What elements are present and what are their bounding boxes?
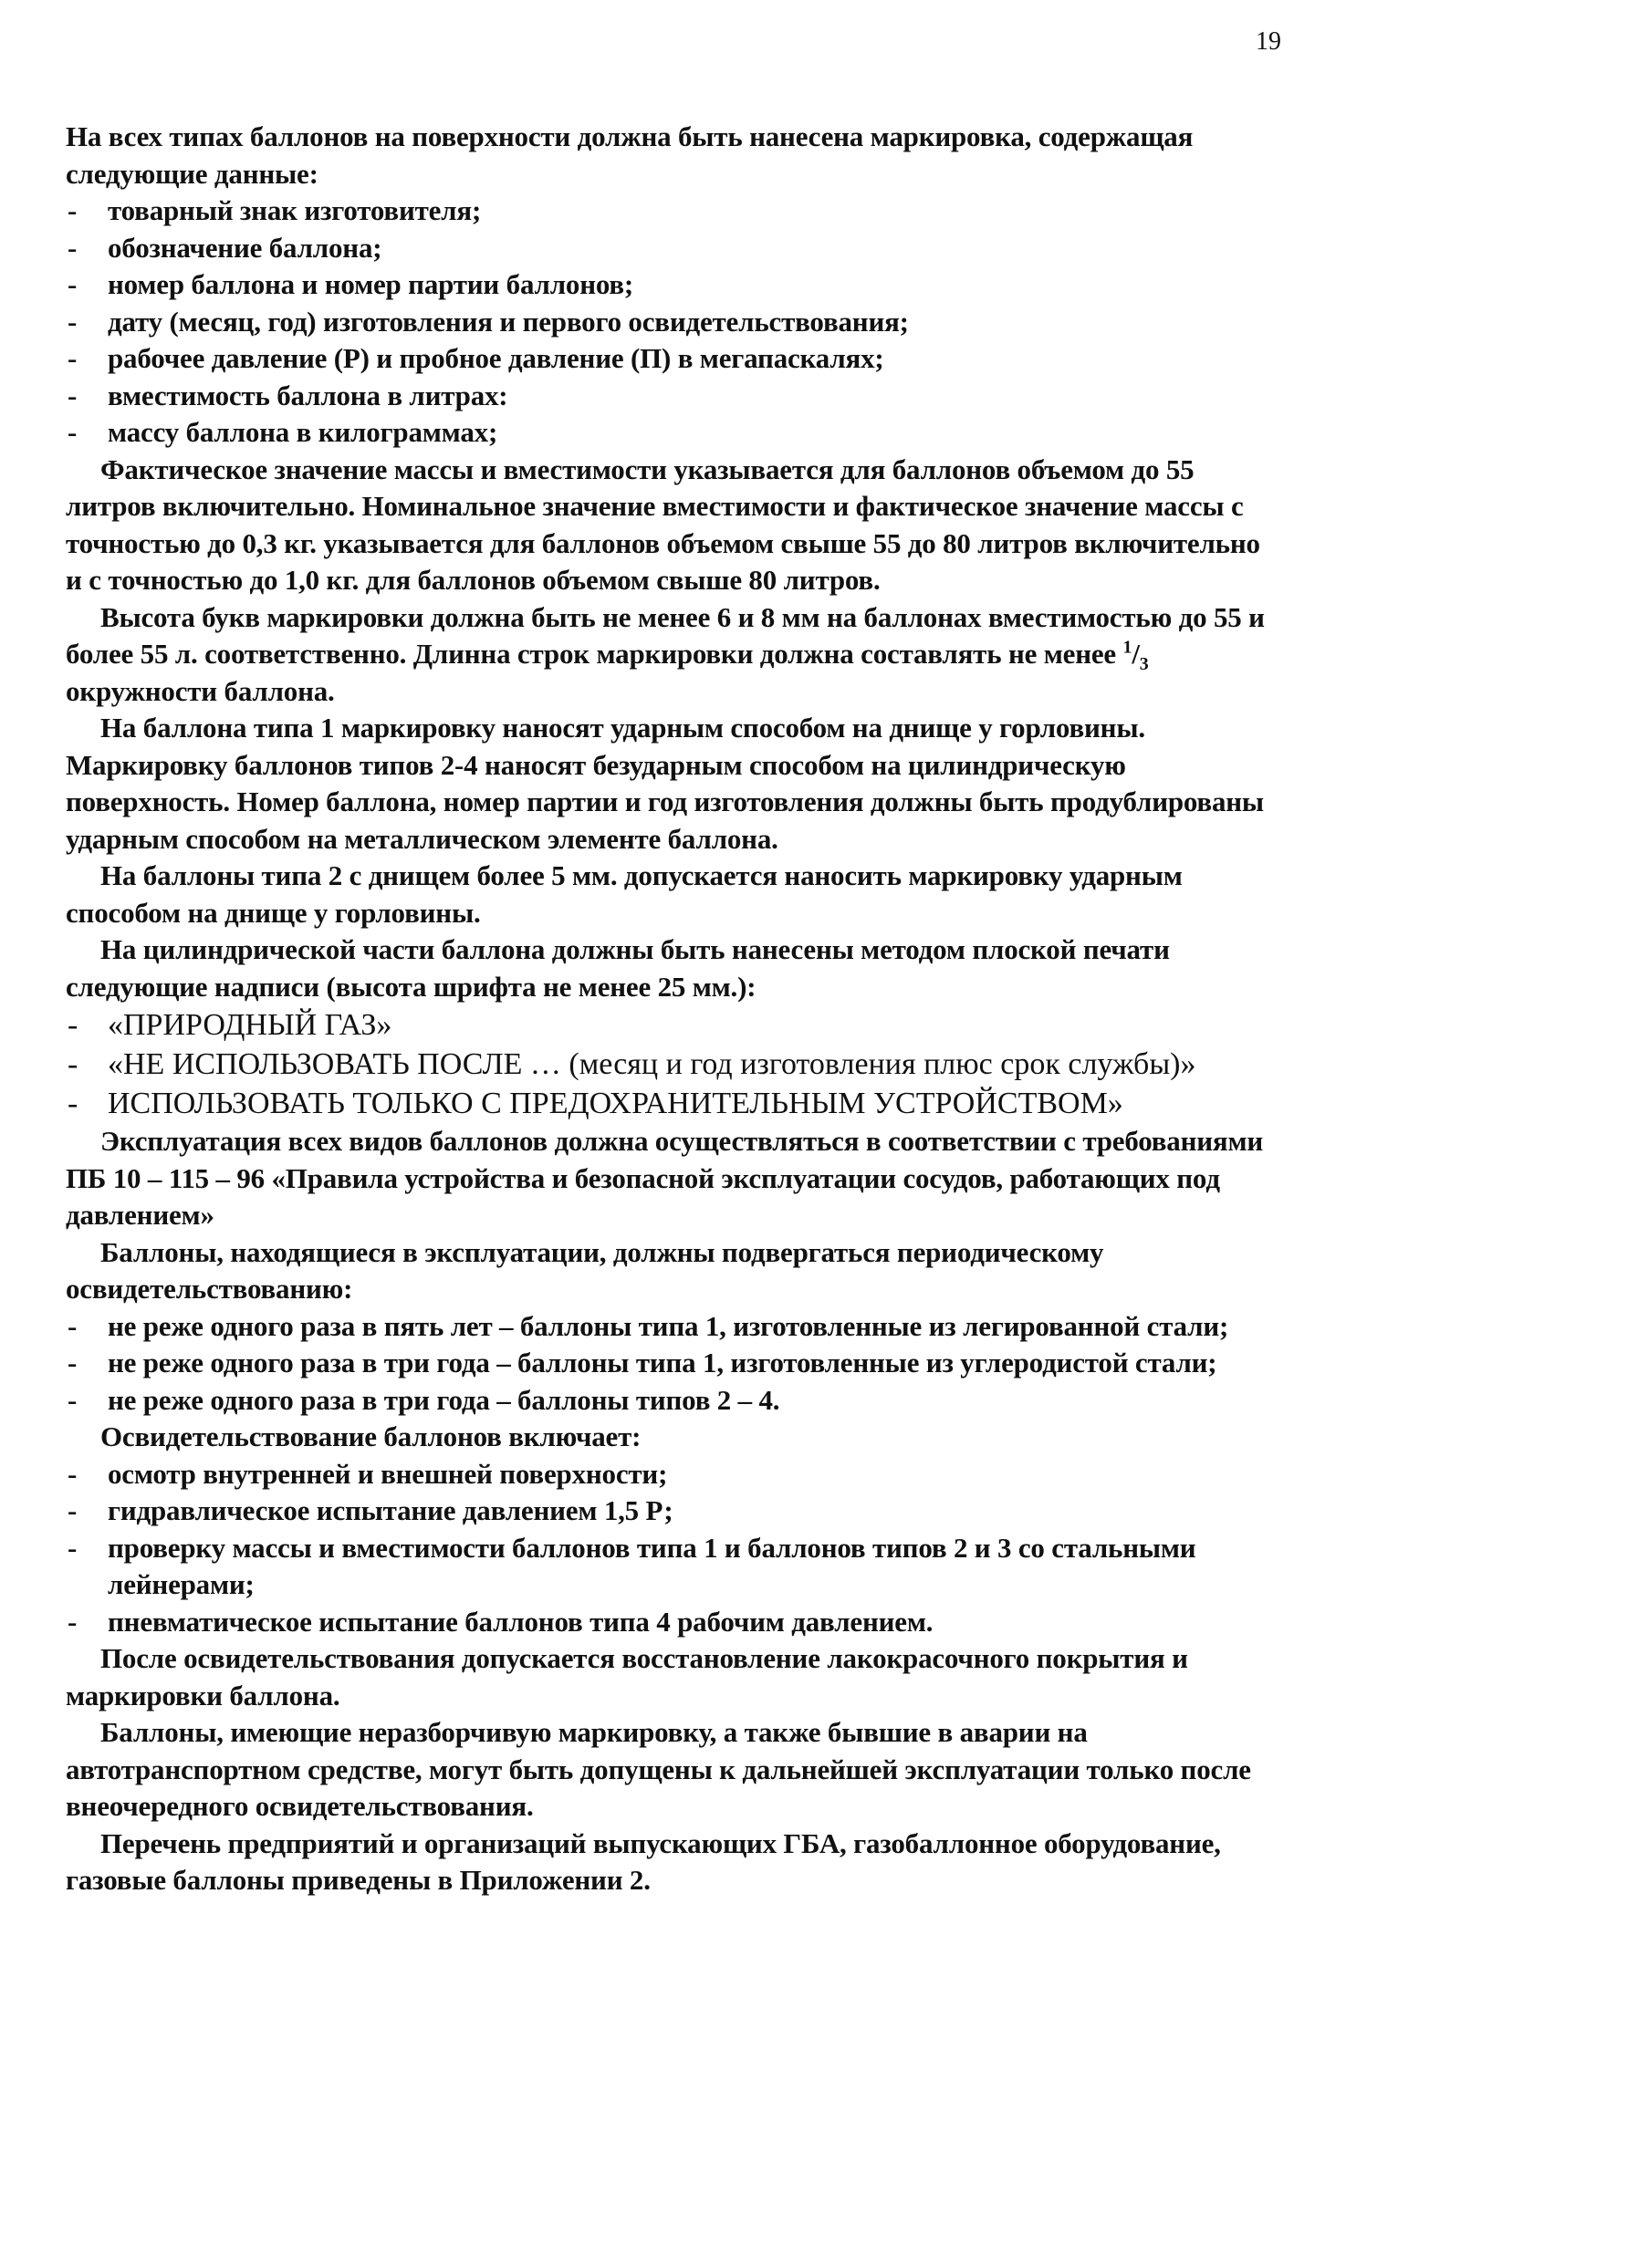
inspection-paragraph: Баллоны, находящиеся в эксплуатации, должны подвергаться периодическому освидетельствованию:	[66, 1235, 1104, 1305]
type1-marking-paragraph: На баллона типа 1 маркировку наносят ударным способом на днище у горловины. Маркировку баллонов типов 2-4 наносят безударным способом на цилиндрическую поверхность. Номер баллона, номер партии и год изготовления должны быть продублированы ударным способом на металлическом элементе баллона.	[66, 712, 1264, 855]
marking-list	[66, 192, 1279, 452]
marking-list-item: - товарный знак изготовителя;	[68, 194, 482, 226]
restoration-paragraph: После освидетельствования допускается восстановление лакокрасочного покрытия и маркировки баллона.	[66, 1642, 1188, 1711]
fraction-denominator: 3	[1139, 654, 1149, 675]
includes-list-item: - пневматическое испытание баллонов типа 4 рабочим давлением.	[68, 1605, 934, 1638]
marking-list-item: - дату (месяц, год) изготовления и первого освидетельствования;	[68, 305, 909, 338]
marking-list-item: - обозначение баллона;	[68, 231, 382, 264]
page-number: 19	[1256, 27, 1281, 56]
marking-list-item: - номер баллона и номер партии баллонов;	[68, 268, 634, 300]
mass-paragraph: Фактическое значение массы и вместимости указывается для баллонов объемом до 55 литров включительно. Номинальное значение вместимости и фактическое значение массы с точностью до 0,3 кг. указывается для баллонов объемом свыше 55 до 80 литров включительно и с точностью до 1,0 кг. для баллонов объемом свыше 80 литров.	[66, 453, 1260, 596]
operation-paragraph: Эксплуатация всех видов баллонов должна осуществляться в соответствии с требованиями ПБ 10 – 115 – 96 «Правила устройства и безопасной эксплуатации сосудов, работающих под давлением»	[66, 1125, 1264, 1231]
fraction-numerator: 1	[1122, 637, 1132, 658]
inspection-list-item: - не реже одного раза в пять лет – баллоны типа 1, изготовленные из легированной стали;	[68, 1309, 1229, 1342]
marking-list-item: - вместимость баллона в литрах:	[68, 379, 508, 411]
includes-list-item: - осмотр внутренней и внешней поверхности;	[68, 1457, 668, 1490]
inscription-item: - ИСПОЛЬЗОВАТЬ ТОЛЬКО С ПРЕДОХРАНИТЕЛЬНЫМ УСТРОЙСТВОМ»	[68, 1087, 1123, 1120]
inscription-item: - «НЕ ИСПОЛЬЗОВАТЬ ПОСЛЕ … (месяц и год изготовления плюс срок службы)»	[68, 1047, 1196, 1081]
inscriptions-list	[66, 1005, 1279, 1123]
appendix-reference-paragraph: Перечень предприятий и организаций выпускающих ГБА, газобаллонное оборудование, газовые баллоны приведены в Приложении 2.	[66, 1826, 1221, 1896]
letter-height-paragraph: Высота букв маркировки должна быть не менее 6 и 8 мм на баллонах вместимостью до 55 и более 55 л. соответственно. Длинна строк маркировки должна составлять не менее $^1/_3$ окружности баллона.	[66, 600, 1265, 707]
includes-list	[66, 1456, 1279, 1641]
includes-list-item: - гидравлическое испытание давлением 1,5 Р;	[68, 1494, 673, 1526]
cylindrical-inscriptions-paragraph: На цилиндрической части баллона должны быть нанесены методом плоской печати следующие надписи (высота шрифта не менее 25 мм.):	[66, 933, 1170, 1003]
inspection-list-item: - не реже одного раза в три года – баллоны типов 2 – 4.	[68, 1383, 780, 1416]
marking-list-item: - массу баллона в килограммах;	[68, 416, 498, 448]
inscription-item: - «ПРИРОДНЫЙ ГАЗ»	[68, 1008, 392, 1042]
page-content	[66, 119, 1279, 1899]
includes-list-item: - проверку массы и вместимости баллонов типа 1 и баллонов типов 2 и 3 со стальными лейнерами;	[68, 1531, 1196, 1600]
inspection-list	[66, 1308, 1279, 1420]
inspection-includes-paragraph: Освидетельствование баллонов включает:	[100, 1420, 642, 1452]
inspection-list-item: - не реже одного раза в три года – баллоны типа 1, изготовленные из углеродистой стали;	[68, 1347, 1217, 1378]
type2-marking-paragraph: На баллоны типа 2 с днищем более 5 мм. допускается наносить маркировку ударным способом на днище у горловины.	[66, 859, 1183, 929]
illegible-marking-paragraph: Баллоны, имеющие неразборчивую маркировку, а также бывшие в аварии на автотранспортном средстве, могут быть допущены к дальнейшей эксплуатации только после внеочередного освидетельствования.	[66, 1716, 1251, 1822]
marking-list-item: - рабочее давление (Р) и пробное давление (П) в мегапаскалях;	[68, 342, 884, 374]
marking-intro: На всех типах баллонов на поверхности должна быть нанесена маркировка, содержащая следующие данные:	[66, 120, 1194, 190]
